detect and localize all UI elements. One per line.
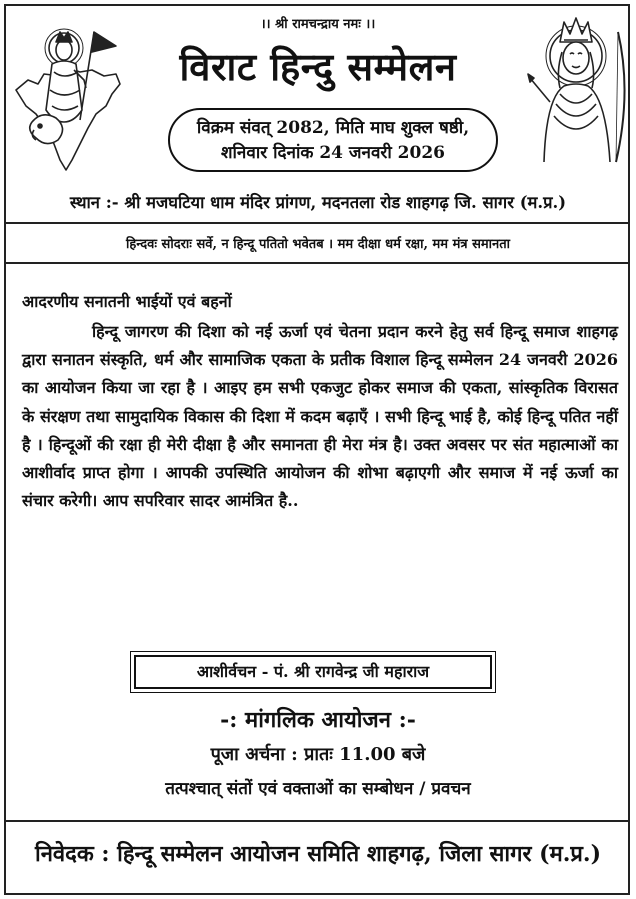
discourse-text: तत्पश्चात् संतों एवं वक्ताओं का सम्बोधन / प्रवचन <box>165 779 471 799</box>
lord-rama-illustration-icon <box>520 12 630 172</box>
motto-text: हिन्दवः सोदराः सर्वे, न हिन्दू पतितो भवेतब । मम दीक्षा धर्म रक्षा, मम मंत्र समानता <box>125 237 510 252</box>
bharat-mata-illustration-icon <box>8 10 128 180</box>
invitation-paragraph: हिन्दू जागरण की दिशा को नई ऊर्जा एवं चेतना प्रदान करने हेतु सर्व हिन्दू समाज शाहगढ़ द्वारा सनातन संस्कृति, धर्म और सामाजिक एकता के प्रतीक विशाल हिन्दू सम्मेलन 24 जनवरी 2026 का आयोजन किया जा रहा है । आइए हम सभी एकजुट होकर समाज की एकता, सांस्कृतिक विरासत के संरक्षण तथा सामुदायिक विकास की दिशा में कदम बढ़ाएँ । सभी हिन्दू भाई है, कोई हिन्दू पतित नहीं है । हिन्दूओं की रक्षा ही मेरी दीक्षा है और समानता ही मेरा मंत्र है। उक्त अवसर पर संत महात्माओं का आशीर्वाद प्राप्त होगा । आपकी उपस्थिति आयोजन की शोभा बढ़ाएगी और समाज में नई ऊर्जा का संचार करेगी। आप सपरिवार सादर आमंत्रित है.. <box>22 322 618 511</box>
date-line-samvat: विक्रम संवत् 2082, मिति माघ शुक्ल षष्ठी, <box>196 118 470 138</box>
venue-text: स्थान :- श्री मजघटिया धाम मंदिर प्रांगण, मदनतला रोड शाहगढ़ जि. सागर (म.प्र.) <box>69 193 567 212</box>
divider <box>6 222 630 224</box>
invocation-text: ।। श्री रामचन्द्राय नमः ।। <box>260 17 376 32</box>
blessing-box: आशीर्वचन - पं. श्री रागवेन्द्र जी महाराज <box>134 655 492 689</box>
event-heading: -: मांगलिक आयोजन :- <box>220 707 416 733</box>
divider <box>6 820 630 822</box>
date-line-gregorian: शनिवार दिनांक 24 जनवरी 2026 <box>220 143 446 163</box>
date-box <box>168 108 498 172</box>
page-title: विराट हिन्दु सम्मेलन <box>179 44 457 89</box>
salutation: आदरणीय सनातनी भाईयों एवं बहनों <box>22 292 232 311</box>
puja-time: पूजा अर्चना : प्रातः 11.00 बजे <box>210 744 426 765</box>
organizer-footer: निवेदक : हिन्दू सम्मेलन आयोजन समिति शाहगढ़, जिला सागर (म.प्र.) <box>35 841 601 867</box>
divider <box>6 262 630 264</box>
